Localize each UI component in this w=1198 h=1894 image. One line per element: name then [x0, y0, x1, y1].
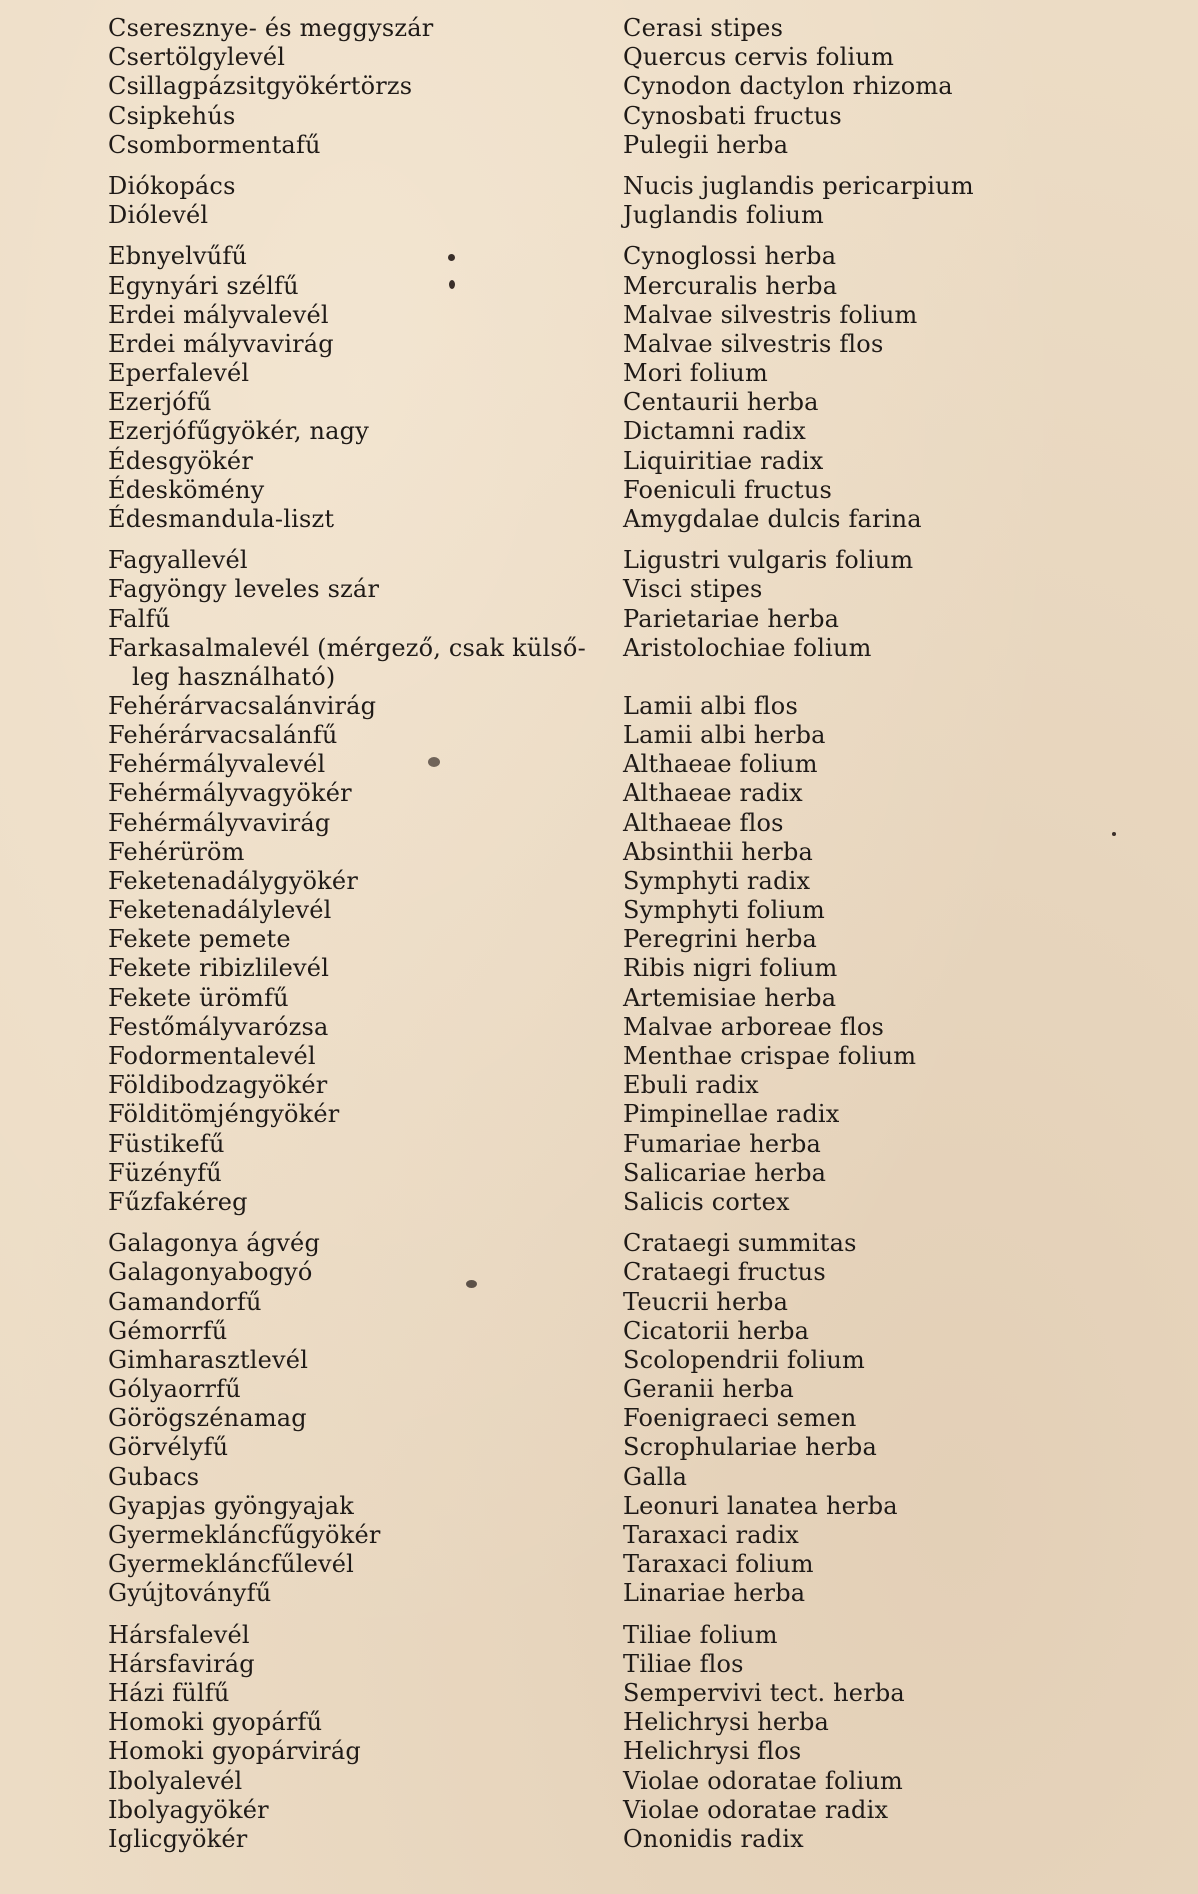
letter-group [0, 1621, 1198, 1855]
hungarian-name [108, 1258, 313, 1287]
hungarian-name-line: Gamandorfű [108, 1287, 262, 1316]
hungarian-name-line: Hársfalevél [108, 1620, 250, 1649]
hungarian-name [108, 201, 208, 230]
hungarian-name-line: Ezerjófű [108, 388, 212, 417]
list-row [0, 131, 1198, 160]
hungarian-name [108, 1492, 354, 1521]
hungarian-name [108, 1317, 227, 1346]
hungarian-name-line: Ibolyalevél [108, 1766, 243, 1795]
hungarian-name-line: Ibolyagyökér [108, 1795, 269, 1824]
hungarian-name-line: Gubacs [108, 1462, 200, 1491]
hungarian-name-line: Fehérárvacsalánfű [108, 720, 338, 749]
latin-name: Scolopendrii folium [623, 1345, 865, 1374]
hungarian-name-line: Fűzfakéreg [108, 1187, 248, 1216]
hungarian-name-line: Homoki gyopárfű [108, 1708, 323, 1737]
hungarian-name-line: Feketenadálygyökér [108, 866, 358, 895]
latin-name: Tiliae folium [623, 1620, 778, 1649]
latin-name: Juglandis folium [623, 201, 824, 230]
hungarian-name-line: Görvélyfű [108, 1433, 229, 1462]
latin-name: Crataegi fructus [623, 1258, 826, 1287]
hungarian-name-line: Csipkehús [108, 101, 236, 130]
latin-name: Cerasi stipes [623, 14, 784, 42]
hungarian-name [108, 1229, 320, 1258]
latin-name: Geranii herba [623, 1375, 794, 1404]
latin-name: Ononidis radix [623, 1824, 804, 1853]
list-row [0, 359, 1198, 388]
hungarian-name [108, 14, 433, 43]
hungarian-name-line: Erdei mályvalevél [108, 300, 329, 329]
hungarian-name-line: Farkasalmalevél (mérgező, csak külső- [108, 633, 586, 662]
hungarian-name-line: Ebnyelvűfű [108, 242, 248, 271]
latin-name: Visci stipes [623, 575, 763, 604]
hungarian-name-line: Gólyaorrfű [108, 1375, 241, 1404]
hungarian-name-line: Csombormentafű [108, 130, 321, 159]
letter-group [0, 546, 1198, 1217]
letter-group [0, 1229, 1198, 1608]
list-row [0, 1679, 1198, 1708]
latin-name: Dictamni radix [623, 417, 806, 446]
hungarian-name-line: Füzényfű [108, 1158, 222, 1187]
list-row [0, 779, 1198, 808]
list-row [0, 1159, 1198, 1188]
latin-name: Mercuralis herba [623, 271, 838, 300]
hungarian-name [108, 1071, 327, 1100]
hungarian-name [108, 838, 245, 867]
latin-name: Salicariae herba [623, 1158, 827, 1187]
latin-name: Linariae herba [623, 1579, 806, 1608]
hungarian-name [108, 1159, 222, 1188]
hungarian-name-line: Fehérárvacsalánvirág [108, 691, 377, 720]
hungarian-name [108, 102, 236, 131]
latin-name: Crataegi summitas [623, 1229, 857, 1258]
latin-name: Tiliae flos [623, 1649, 744, 1678]
list-row [0, 1579, 1198, 1608]
list-row [0, 1492, 1198, 1521]
list-row [0, 72, 1198, 101]
hungarian-name-line: Fekete ürömfű [108, 983, 289, 1012]
hungarian-name-line: Gyermekláncfűlevél [108, 1550, 355, 1579]
latin-name: Artemisiae herba [623, 983, 837, 1012]
hungarian-name-line: Édeskömény [108, 475, 265, 504]
hungarian-name [108, 721, 338, 750]
hungarian-name [108, 1521, 381, 1550]
hungarian-name [108, 954, 329, 983]
hungarian-name [108, 359, 249, 388]
list-row [0, 954, 1198, 983]
letter-group [0, 172, 1198, 230]
latin-name: Helichrysi flos [623, 1737, 802, 1766]
hungarian-name-line: Cseresznye- és meggyszár [108, 14, 434, 42]
list-row [0, 896, 1198, 925]
hungarian-name [108, 984, 289, 1013]
hungarian-name-line: Falfű [108, 604, 171, 633]
list-row [0, 1346, 1198, 1375]
hungarian-name [108, 1433, 228, 1462]
hungarian-name [108, 330, 334, 359]
hungarian-name-line: Ezerjófűgyökér, nagy [108, 417, 369, 446]
list-row [0, 242, 1198, 271]
hungarian-name-line: Gémorrfű [108, 1316, 228, 1345]
hungarian-name [108, 417, 369, 446]
hungarian-name [108, 750, 325, 779]
list-row [0, 201, 1198, 230]
paper-speck [428, 757, 440, 767]
hungarian-name [108, 242, 247, 271]
list-row [0, 925, 1198, 954]
list-row [0, 14, 1198, 43]
hungarian-name-line: Gyapjas gyöngyajak [108, 1491, 355, 1520]
latin-name: Aristolochiae folium [623, 633, 872, 662]
hungarian-name-line: Gyújtoványfű [108, 1579, 272, 1608]
hungarian-name [108, 867, 358, 896]
list-row [0, 1621, 1198, 1650]
hungarian-name [108, 1013, 329, 1042]
latin-name: Liquiritiae radix [623, 446, 824, 475]
list-row [0, 1013, 1198, 1042]
hungarian-name-line: Füstikefű [108, 1129, 225, 1158]
latin-name: Violae odoratae folium [623, 1766, 903, 1795]
list-row [0, 634, 1198, 692]
hungarian-name-line: Csillagpázsitgyökértörzs [108, 72, 413, 101]
hungarian-name [108, 1463, 199, 1492]
hungarian-name [108, 896, 332, 925]
hungarian-name [108, 546, 248, 575]
paper-speck [466, 1280, 477, 1288]
list-row [0, 1737, 1198, 1766]
hungarian-name [108, 1796, 269, 1825]
hungarian-name-line: Galagonyabogyó [108, 1258, 313, 1287]
hungarian-name-line: Földibodzagyökér [108, 1071, 328, 1100]
latin-name: Malvae arboreae flos [623, 1012, 884, 1041]
list-row [0, 1521, 1198, 1550]
list-row [0, 505, 1198, 534]
latin-name: Absinthii herba [623, 837, 814, 866]
letter-group [0, 242, 1198, 534]
hungarian-name [108, 1100, 339, 1129]
list-row [0, 1767, 1198, 1796]
latin-name: Foenigraeci semen [623, 1404, 857, 1433]
latin-name: Cynosbati fructus [623, 101, 842, 130]
hungarian-name [108, 1650, 255, 1679]
hungarian-name [108, 72, 412, 101]
hungarian-name [108, 634, 586, 692]
hungarian-name [108, 1130, 225, 1159]
hungarian-name [108, 272, 299, 301]
hungarian-name-line: Diókopács [108, 171, 236, 200]
list-row [0, 447, 1198, 476]
hungarian-name [108, 1579, 271, 1608]
latin-name: Fumariae herba [623, 1129, 822, 1158]
list-row [0, 1288, 1198, 1317]
hungarian-name-line: Festőmályvarózsa [108, 1012, 329, 1041]
hungarian-name-line: Földitömjéngyökér [108, 1100, 340, 1129]
hungarian-name-line: Fodormentalevél [108, 1042, 316, 1070]
hungarian-name [108, 1708, 322, 1737]
hungarian-name [108, 925, 291, 954]
list-row [0, 330, 1198, 359]
list-row [0, 1463, 1198, 1492]
hungarian-name-line: Fekete ribizlilevél [108, 954, 330, 983]
list-row [0, 1229, 1198, 1258]
list-row [0, 838, 1198, 867]
list-row [0, 692, 1198, 721]
latin-name: Teucrii herba [623, 1287, 789, 1316]
hungarian-name-line: Egynyári szélfű [108, 271, 299, 300]
hungarian-name [108, 172, 236, 201]
hungarian-name-line: Fehérmályvavirág [108, 808, 331, 837]
hungarian-name [108, 43, 285, 72]
latin-name: Althaeae folium [623, 750, 818, 779]
latin-name: Amygdalae dulcis farina [623, 505, 922, 533]
latin-name: Salicis cortex [623, 1187, 790, 1216]
hungarian-name-line: Fehérüröm [108, 837, 245, 866]
list-row [0, 388, 1198, 417]
latin-name: Taraxaci folium [623, 1550, 814, 1579]
hungarian-name [108, 1550, 354, 1579]
hungarian-name [108, 447, 253, 476]
list-row [0, 1650, 1198, 1679]
paper-speck [449, 280, 455, 289]
paper-speck [448, 254, 455, 261]
hungarian-name [108, 1621, 250, 1650]
latin-name: Ebuli radix [623, 1071, 759, 1100]
hungarian-name-line: Hársfavirág [108, 1649, 255, 1678]
list-row [0, 1708, 1198, 1737]
list-row [0, 546, 1198, 575]
list-row [0, 1375, 1198, 1404]
hungarian-name [108, 809, 330, 838]
list-row [0, 1042, 1198, 1071]
list-row [0, 605, 1198, 634]
list-row [0, 1796, 1198, 1825]
hungarian-name-line: Fagyöngy leveles szár [108, 575, 380, 604]
hungarian-name [108, 1679, 230, 1708]
hungarian-name-line: Édesmandula-liszt [108, 505, 335, 533]
list-row [0, 750, 1198, 779]
hungarian-name [108, 1825, 247, 1854]
hungarian-name [108, 1767, 242, 1796]
hungarian-name-line: Fehérmályvagyökér [108, 779, 352, 808]
hungarian-name-line: Fekete pemete [108, 925, 291, 954]
paper-speck [1112, 832, 1116, 836]
hungarian-name [108, 1346, 308, 1375]
hungarian-name [108, 1404, 307, 1433]
latin-name: Taraxaci radix [623, 1521, 799, 1549]
latin-name: Lamii albi flos [623, 691, 798, 720]
hungarian-name [108, 1737, 361, 1766]
hungarian-name-line: Galagonya ágvég [108, 1229, 321, 1258]
hungarian-name-line: Gyermekláncfűgyökér [108, 1521, 381, 1549]
hungarian-name-line: Csertölgylevél [108, 43, 286, 72]
hungarian-name [108, 505, 334, 534]
list-row [0, 476, 1198, 505]
list-row [0, 575, 1198, 604]
list-row [0, 721, 1198, 750]
latin-name: Centaurii herba [623, 388, 819, 417]
latin-name: Ligustri vulgaris folium [623, 546, 914, 575]
list-row [0, 1825, 1198, 1854]
list-row [0, 984, 1198, 1013]
hungarian-name [108, 605, 170, 634]
hungarian-name-line: Homoki gyopárvirág [108, 1737, 361, 1766]
hungarian-name-line: Feketenadálylevél [108, 896, 332, 925]
hungarian-name-line: Diólevél [108, 201, 209, 230]
list-row [0, 1404, 1198, 1433]
latin-name: Cicatorii herba [623, 1316, 810, 1345]
latin-name: Violae odoratae radix [623, 1795, 889, 1824]
hungarian-name-line: Görögszénamag [108, 1404, 307, 1433]
latin-name: Pimpinellae radix [623, 1100, 840, 1129]
hungarian-name [108, 779, 352, 808]
hungarian-name-line: Gimharasztlevél [108, 1345, 309, 1374]
hungarian-name [108, 131, 321, 160]
list-row [0, 1130, 1198, 1159]
hungarian-name [108, 692, 376, 721]
list-row [0, 1317, 1198, 1346]
latin-name: Ribis nigri folium [623, 954, 838, 983]
hungarian-name-line: Fagyallevél [108, 546, 248, 575]
list-row [0, 417, 1198, 446]
latin-name: Parietariae herba [623, 604, 840, 633]
hungarian-name [108, 476, 264, 505]
list-row [0, 1433, 1198, 1462]
hungarian-name-line: Házi fülfű [108, 1678, 230, 1707]
latin-name: Althaeae flos [623, 808, 784, 837]
latin-name: Scrophulariae herba [623, 1433, 877, 1462]
hungarian-name-line: Fehérmályvalevél [108, 750, 326, 779]
hungarian-name [108, 301, 329, 330]
latin-name: Cynodon dactylon rhizoma [623, 72, 953, 101]
latin-name: Leonuri lanatea herba [623, 1491, 898, 1520]
list-row [0, 1100, 1198, 1129]
list-row [0, 102, 1198, 131]
list-row [0, 1258, 1198, 1287]
letter-group [0, 14, 1198, 160]
latin-name: Quercus cervis folium [623, 43, 895, 72]
list-row [0, 43, 1198, 72]
list-row [0, 1071, 1198, 1100]
latin-name: Mori folium [623, 359, 768, 388]
latin-name: Menthae crispae folium [623, 1042, 917, 1070]
hungarian-name [108, 1188, 248, 1217]
list-row [0, 1188, 1198, 1217]
list-row [0, 301, 1198, 330]
hungarian-name [108, 575, 379, 604]
list-row [0, 272, 1198, 301]
hungarian-name-line: Eperfalevél [108, 359, 250, 388]
hungarian-name-line: Édesgyökér [108, 446, 253, 475]
latin-name: Symphyti radix [623, 866, 811, 895]
hungarian-name [108, 1288, 262, 1317]
latin-name: Althaeae radix [623, 779, 803, 808]
latin-name: Lamii albi herba [623, 720, 826, 749]
hungarian-name [108, 388, 212, 417]
latin-name: Sempervivi tect. herba [623, 1678, 905, 1707]
herb-name-list [0, 14, 1198, 1866]
latin-name: Symphyti folium [623, 896, 825, 925]
latin-name: Foeniculi fructus [623, 475, 833, 504]
hungarian-name [108, 1042, 316, 1071]
latin-name: Peregrini herba [623, 925, 818, 954]
latin-name: Malvae silvestris flos [623, 329, 884, 358]
latin-name: Cynoglossi herba [623, 242, 837, 271]
list-row [0, 1550, 1198, 1579]
hungarian-name-line: Erdei mályvavirág [108, 329, 334, 358]
latin-name: Galla [623, 1462, 688, 1491]
latin-name: Helichrysi herba [623, 1708, 830, 1737]
hungarian-name-line: Iglicgyökér [108, 1824, 248, 1853]
hungarian-name-continuation: leg használható) [132, 662, 336, 691]
hungarian-name [108, 1375, 241, 1404]
list-row [0, 809, 1198, 838]
list-row [0, 867, 1198, 896]
latin-name: Nucis juglandis pericarpium [623, 171, 974, 200]
latin-name: Pulegii herba [623, 130, 789, 159]
latin-name: Malvae silvestris folium [623, 300, 918, 329]
list-row [0, 172, 1198, 201]
